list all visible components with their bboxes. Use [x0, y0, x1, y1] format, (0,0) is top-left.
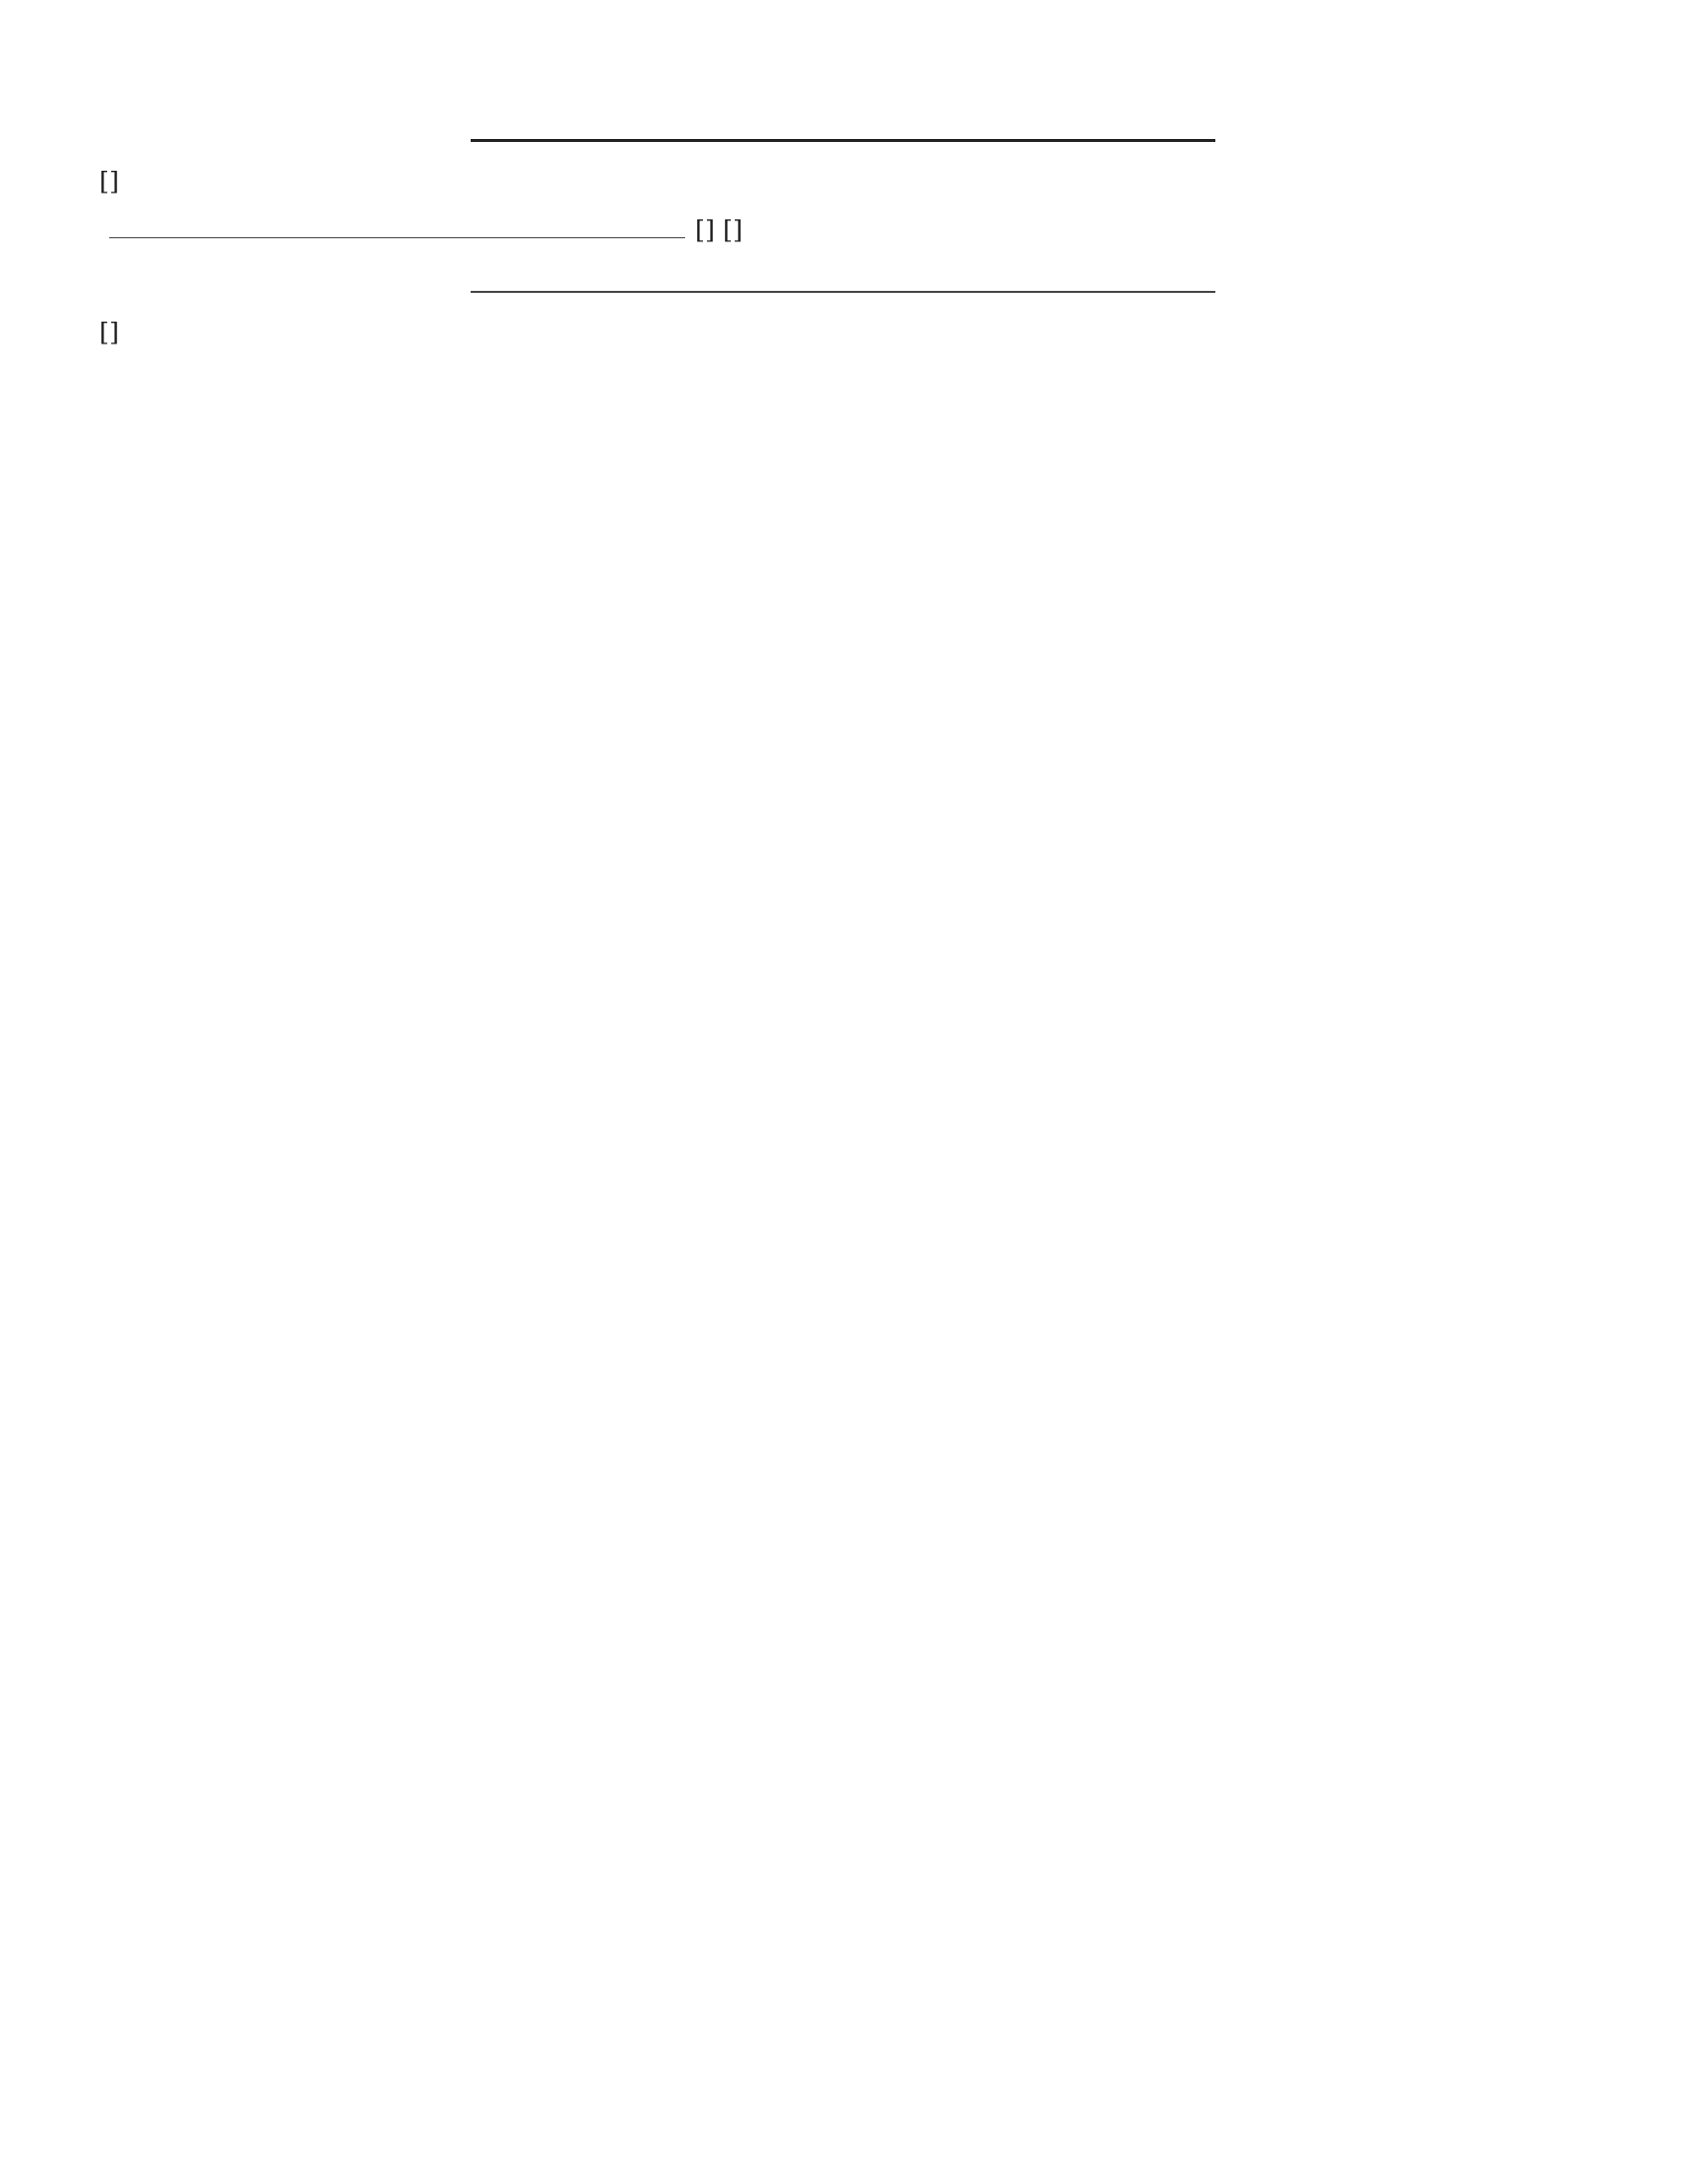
- by-signature-blank: [109, 215, 685, 238]
- employee-signature-block: []: [99, 318, 119, 347]
- employee-signature-line: [471, 291, 1215, 293]
- document-page: [99, 99, 1589, 349]
- employer-name-block: []: [99, 167, 119, 197]
- by-line: [] []: [99, 214, 1589, 247]
- employer-signature-line: [471, 139, 1215, 142]
